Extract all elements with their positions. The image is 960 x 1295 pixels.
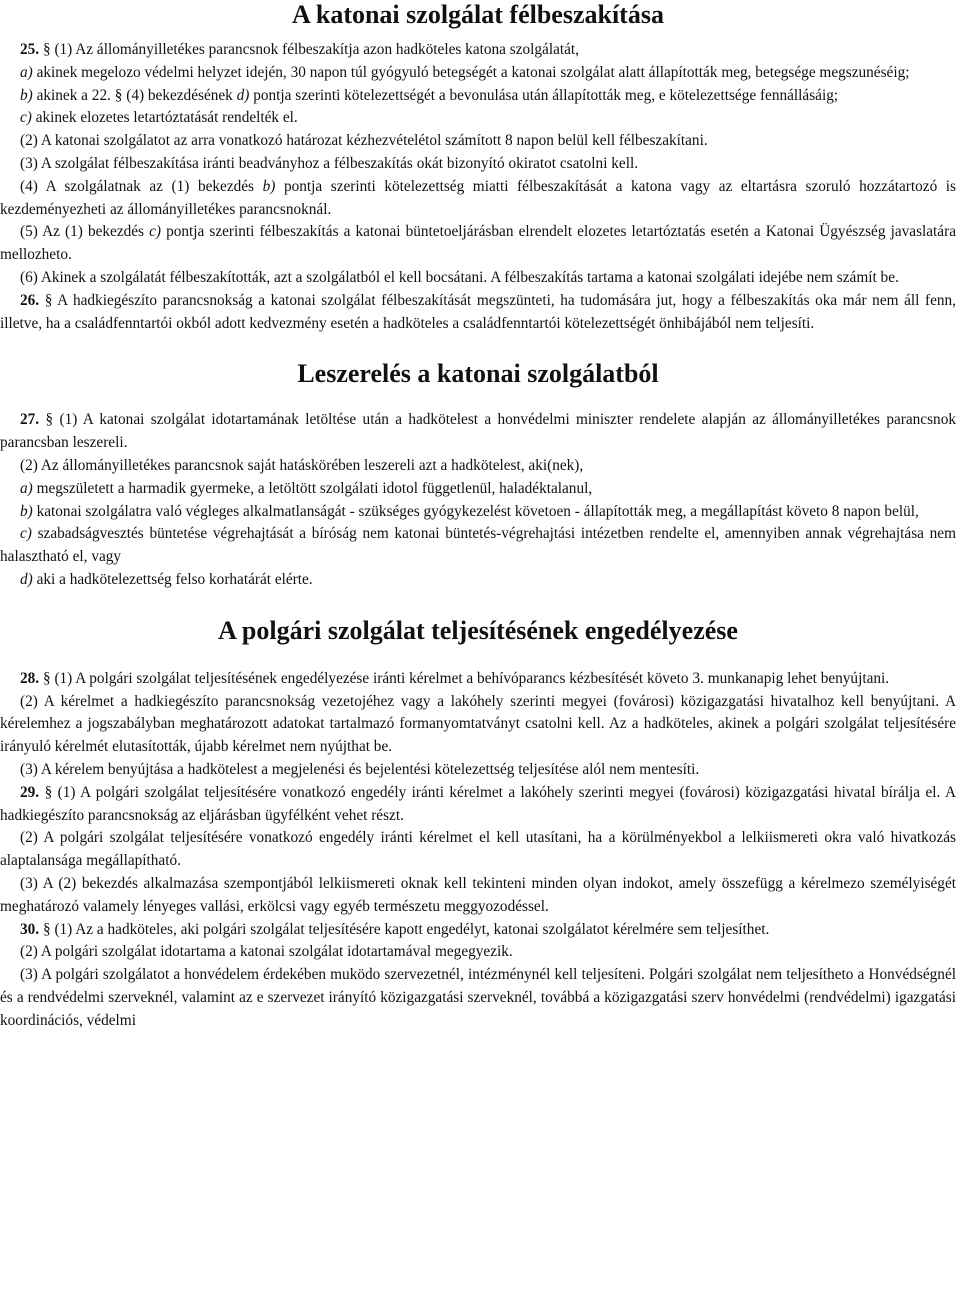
section-sign: § bbox=[44, 291, 53, 309]
paragraph: b) akinek a 22. § (4) bekezdésének d) pontja szerinti kötelezettségét a bevonulása után állapították meg, e kötelezettsége fennállásáig; bbox=[20, 86, 839, 104]
section-sign: § bbox=[45, 411, 54, 429]
article-number: 30. bbox=[20, 920, 40, 938]
section-sign: § bbox=[114, 86, 123, 104]
list-letter: b) bbox=[20, 502, 33, 520]
list-letter: c) bbox=[20, 525, 32, 543]
paragraph: (3) A kérelem benyújtása a hadkötelest a megjelenési és bejelentési kötelezettség teljesítése alól nem mentesíti. bbox=[20, 760, 700, 778]
section-sign: § bbox=[42, 41, 51, 58]
paragraph: c) akinek elozetes letartóztatását rendelték el. bbox=[20, 109, 298, 127]
paragraph: (2) A kérelmet a hadkiegészíto parancsnokság vezetojéhez vagy a lakóhely szerinti megyei (fovárosi) közigazgatási hivatalhoz kell benyújtani. A kérelemhez a jogszabályban meghatározott adatokat tartalmazó formanyomtatványt csatolni kell. Az a hadköteles, akinek a polgári szolgálat teljesítésére irányuló kérelmét elutasították, újabb kérelmet nem nyújthat be. bbox=[0, 692, 956, 756]
list-letter: c) bbox=[20, 109, 32, 127]
paragraph: a) megszületett a harmadik gyermeke, a letöltött szolgálati idotol függetlenül, haladéktalanul, bbox=[20, 479, 593, 497]
paragraph: (3) A (2) bekezdés alkalmazása szempontjából lelkiismereti oknak kell tekinteni minden olyan indokot, amely összefügg a kérelmezo személyiségét meghatározó valamely lényeges vallási, erkölcsi vagy egyéb természetu meggyozodéssel. bbox=[0, 874, 956, 915]
paragraph: 28. § (1) A polgári szolgálat teljesítésének engedélyezése iránti kérelmet a behívóparancs kézbesítését követo 3. munkanapig lehet benyújtani. bbox=[20, 669, 890, 687]
article-number: 27. bbox=[20, 411, 40, 429]
paragraph: (2) A polgári szolgálat teljesítésére vonatkozó engedély iránti kérelmet el kell utasítani, ha a körülményekbol a lelkiismereti okra való hivatkozás alaptalansága megállapítható. bbox=[0, 829, 956, 870]
paragraph: 30. § (1) Az a hadköteles, aki polgári szolgálat teljesítésére kapott engedélyt, katonai szolgálatot kérelmére sem teljesíthet. bbox=[20, 920, 770, 938]
paragraph: (2) A polgári szolgálat idotartama a katonai szolgálat idotartamával megegyezik. bbox=[20, 943, 513, 961]
paragraph: c) szabadságvesztés büntetése végrehajtását a bíróság nem katonai büntetés-végrehajtási intézetben rendelte el, amennyiben annak végrehajtása nem halasztható el, vagy bbox=[0, 525, 956, 566]
paragraph: (5) Az (1) bekezdés c) pontja szerinti félbeszakítás a katonai büntetoeljárásban elrendelt elozetes letartóztatás esetén a Katonai Ügyészség javaslatára mellozheto. bbox=[0, 223, 956, 264]
list-letter: b) bbox=[20, 86, 33, 104]
paragraph: (2) Az állományilletékes parancsnok saját hatáskörében leszereli azt a hadkötelest, aki(nek), bbox=[20, 456, 584, 474]
paragraph: (4) A szolgálatnak az (1) bekezdés b) pontja szerinti kötelezettség miatti félbeszakítását a katona vagy az eltartásra szoruló hozzátartozó is kezdeményezheti az állományilletékes parancsnoknál. bbox=[0, 177, 957, 218]
list-letter: d) bbox=[20, 570, 33, 588]
paragraph: (3) A szolgálat félbeszakítása iránti beadványhoz a félbeszakítás okát bizonyító okiratot csatolni kell. bbox=[20, 154, 639, 172]
section-title: A polgári szolgálat teljesítésének engedélyezése bbox=[218, 615, 738, 645]
article-number: 25. bbox=[20, 41, 40, 58]
article-number: 26. bbox=[20, 291, 40, 309]
paragraph: 26. § A hadkiegészíto parancsnokság a katonai szolgálat félbeszakítását megszünteti, ha tudomására jut, hogy a félbeszakítás oka már nem áll fenn, illetve, ha a családfenntartói okból adott kedvezmény esetén a hadköteles a családfenntartói kötelezettségét önhibájából nem teljesíti. bbox=[0, 291, 957, 332]
section-sign: § bbox=[42, 920, 51, 938]
paragraph: a) akinek megelozo védelmi helyzet idején, 30 napon túl gyógyuló betegségét a katonai szolgálat alatt állapították meg, betegsége megszunéséig; bbox=[20, 63, 910, 81]
paragraph: b) katonai szolgálatra való végleges alkalmatlanságát - szükséges gyógykezelést követoen - állapították meg, a megállapítást követo 8 napon belül, bbox=[20, 502, 919, 520]
paragraph: d) aki a hadkötelezettség felso korhatárát elérte. bbox=[20, 570, 313, 588]
paragraph: (2) A katonai szolgálatot az arra vonatkozó határozat kézhezvételétol számított 8 napon belül kell félbeszakítani. bbox=[20, 132, 708, 150]
paragraph: 27. § (1) A katonai szolgálat idotartamának letöltése után a hadkötelest a honvédelmi miniszter rendelete alapján az állományilletékes parancsnok parancsban leszereli. bbox=[0, 411, 956, 452]
paragraph: (6) Akinek a szolgálatát félbeszakították, azt a szolgálatból el kell bocsátani. A félbeszakítás tartama a katonai szolgálati idejébe nem számít be. bbox=[20, 268, 899, 286]
paragraph: 25. § (1) Az állományilletékes parancsnok félbeszakítja azon hadköteles katona szolgálatát, bbox=[20, 41, 579, 58]
paragraph: (3) A polgári szolgálatot a honvédelem érdekében muködo szervezetnél, intézménynél kell teljesíteni. Polgári szolgálat nem teljesítheto a Honvédségnél és a rendvédelmi szerveknél, valamint az e szervezet irányító közigazgatási szerveknél, továbbá a közigazgatási szerv honvédelmi (rendvédelmi) igazgatási koordinációs, védelmi bbox=[0, 966, 956, 1029]
paragraph: 29. § (1) A polgári szolgálat teljesítésére vonatkozó engedély iránti kérelmet a lakóhely szerinti megyei (fovárosi) közigazgatási hivatal bírálja el. A hadkiegészíto parancsnokság az eljárásban ügyfélként vehet részt. bbox=[0, 783, 957, 824]
list-letter: a) bbox=[20, 479, 33, 497]
section-title: A katonai szolgálat félbeszakítása bbox=[292, 0, 664, 29]
list-letter: a) bbox=[20, 63, 33, 81]
list-letter: c) bbox=[149, 223, 161, 241]
article-number: 29. bbox=[20, 783, 40, 801]
list-letter: b) bbox=[262, 177, 276, 195]
section-sign: § bbox=[42, 669, 51, 687]
article-number: 28. bbox=[20, 669, 40, 687]
section-sign: § bbox=[44, 783, 53, 801]
list-letter: d) bbox=[236, 86, 250, 104]
section-title: Leszerelés a katonai szolgálatból bbox=[297, 359, 659, 389]
